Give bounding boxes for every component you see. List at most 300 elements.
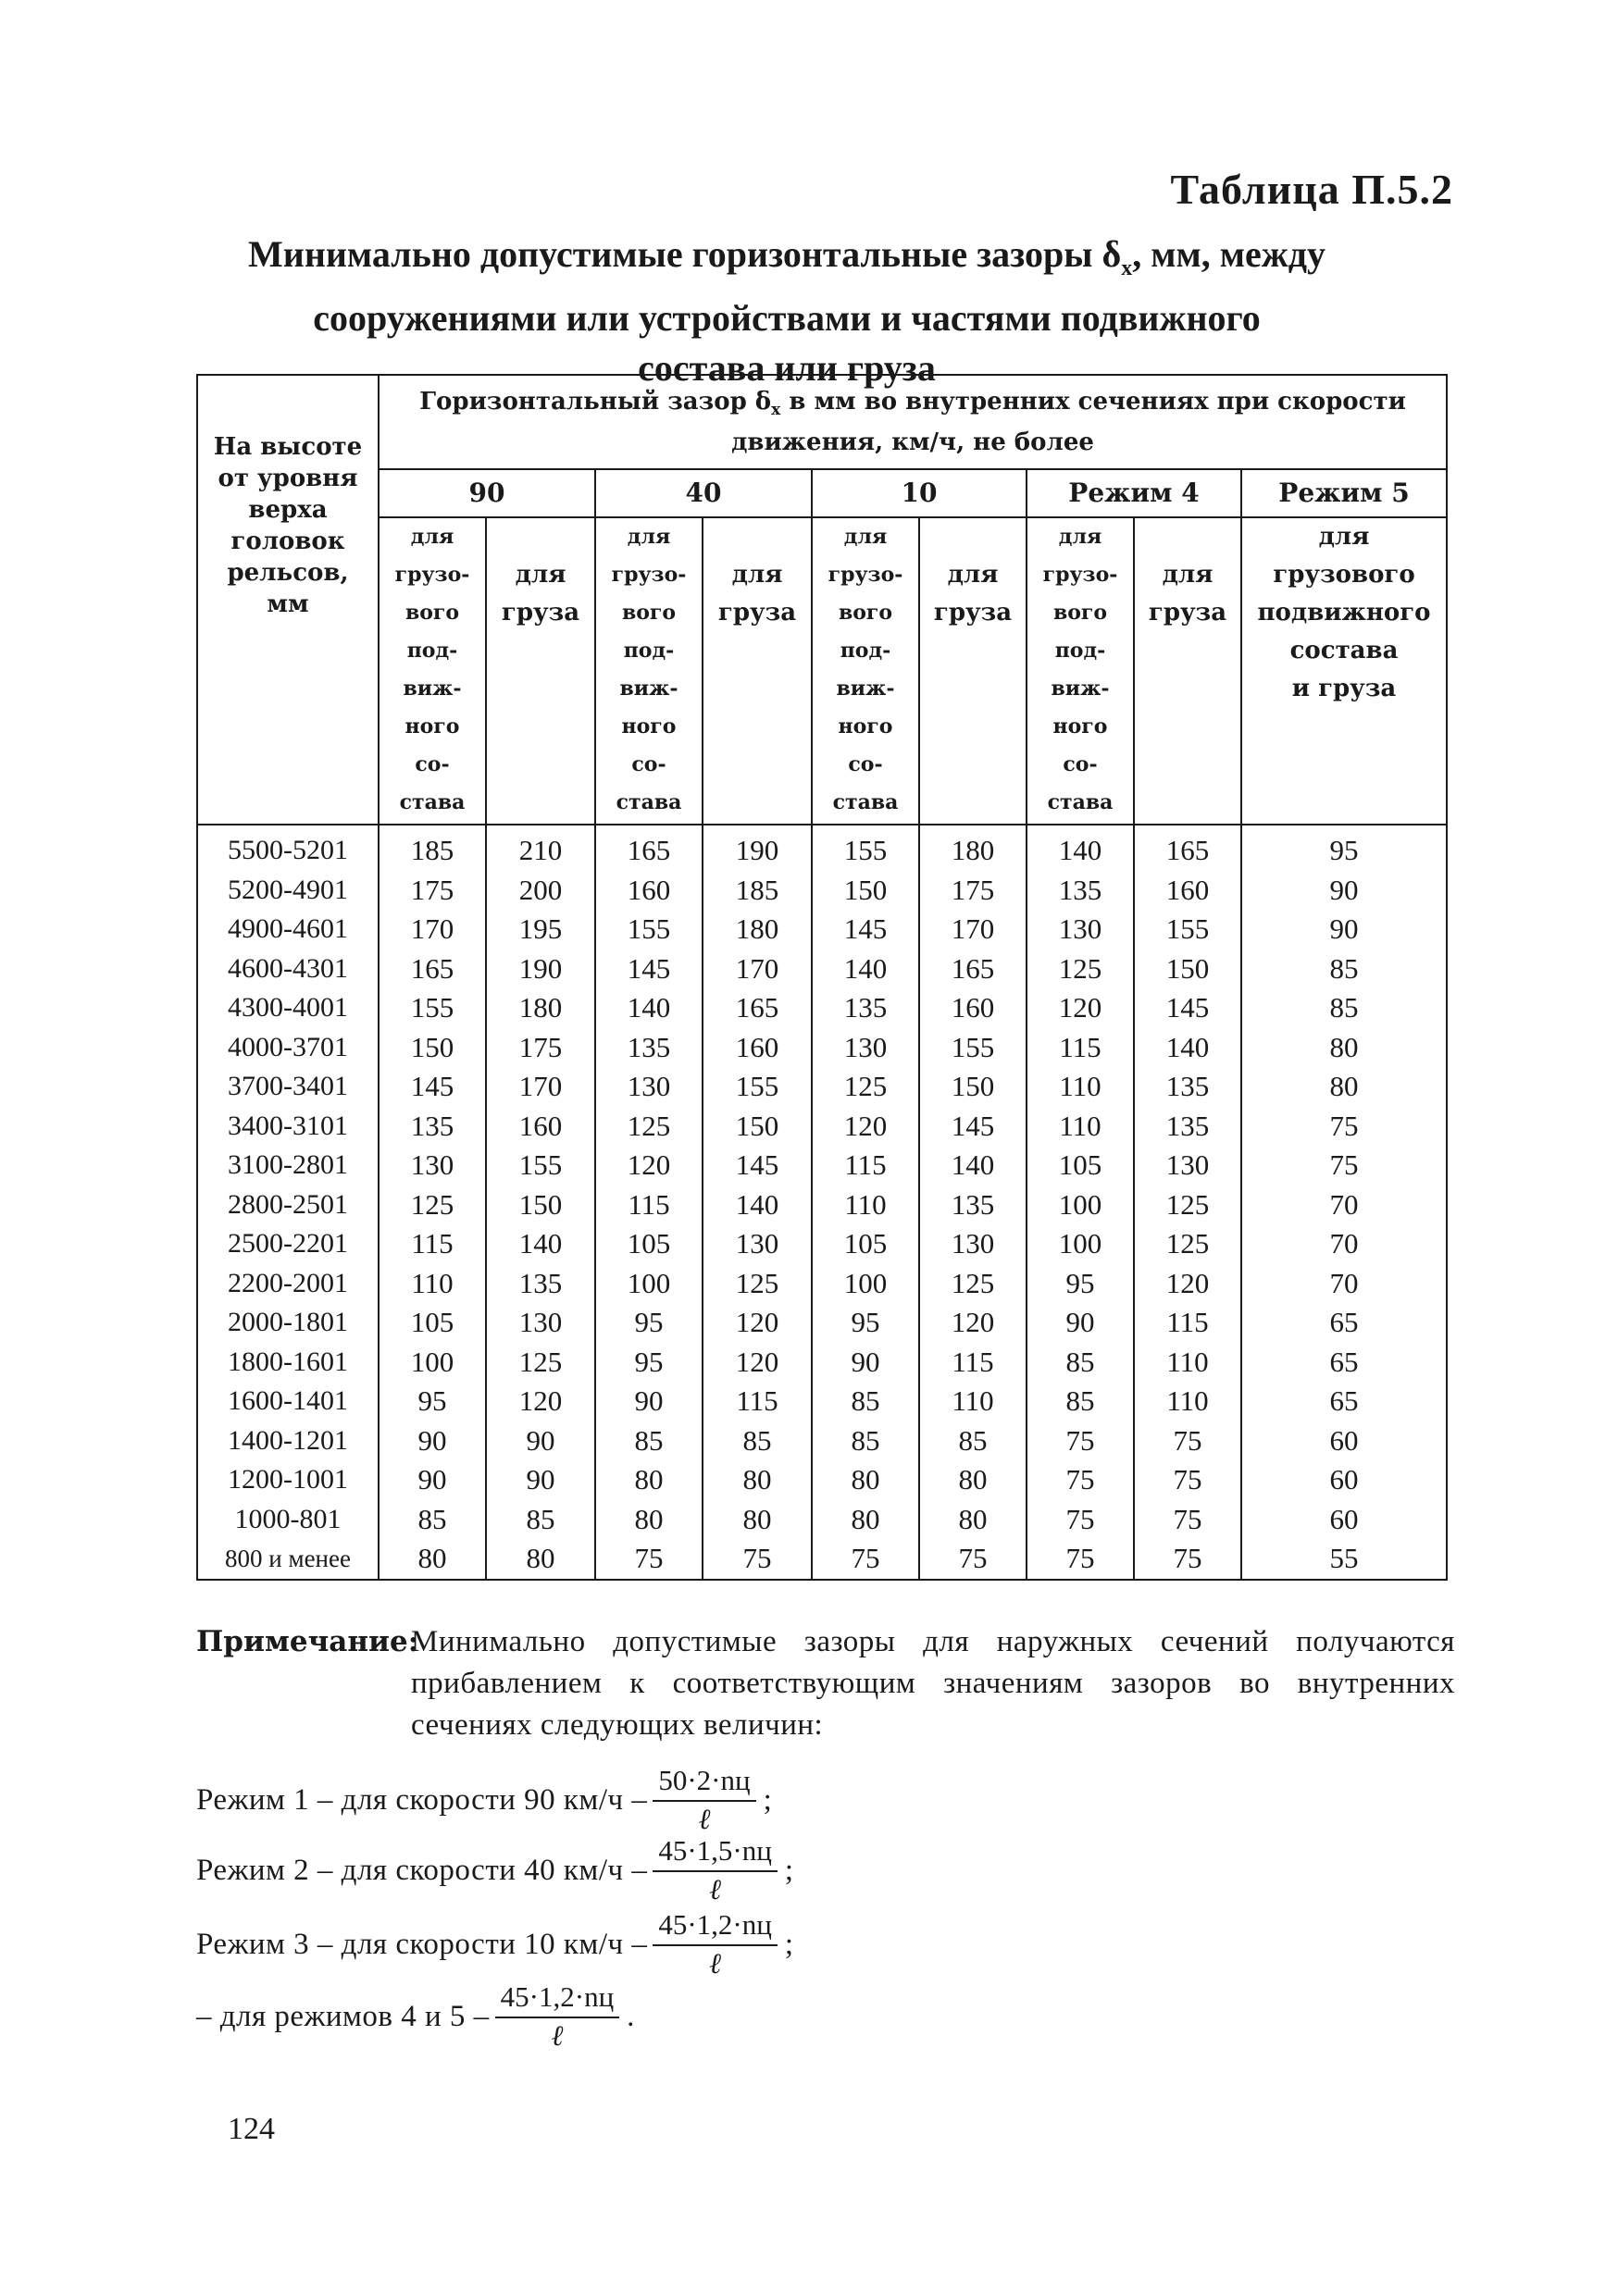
- cargo-subheader: [486, 517, 595, 825]
- clearance-cell: 100: [1027, 1224, 1134, 1264]
- height-range-cell: 2500-2201: [197, 1224, 379, 1264]
- clearance-cell: 85: [595, 1421, 703, 1461]
- formula-tail: .: [627, 1999, 635, 2033]
- clearance-cell: 55: [1241, 1539, 1447, 1580]
- clearance-cell: 95: [595, 1303, 703, 1343]
- clearance-cell: 90: [1027, 1303, 1134, 1343]
- clearance-cell: 190: [703, 825, 812, 871]
- clearance-cell: 65: [1241, 1382, 1447, 1421]
- clearance-cell: 70: [1241, 1224, 1447, 1264]
- clearance-cell: 120: [595, 1146, 703, 1185]
- subheader-word: для: [627, 525, 671, 549]
- clearance-cell: 80: [1241, 1028, 1447, 1068]
- formula-text: Режим 3 – для скорости 10 км/ч –: [196, 1927, 648, 1961]
- clearance-cell: 150: [812, 871, 919, 911]
- height-range-cell: 4600-4301: [197, 949, 379, 989]
- title-line-2: сооружениями или устройствами и частями подвижного: [313, 297, 1261, 339]
- clearance-cell: 155: [703, 1067, 812, 1107]
- table-row: [197, 1146, 1447, 1185]
- row-head-line: от уровня: [218, 465, 358, 492]
- mode5-subheader: [1241, 517, 1447, 825]
- subheader-word: под-: [406, 639, 458, 663]
- clearance-cell: 80: [919, 1460, 1027, 1500]
- clearance-cell: 110: [1134, 1343, 1241, 1383]
- clearance-cell: 95: [812, 1303, 919, 1343]
- clearance-cell: 125: [486, 1343, 595, 1383]
- clearance-cell: 145: [379, 1067, 486, 1107]
- subheader-word: грузо-: [611, 563, 687, 587]
- clearance-cell: 90: [379, 1421, 486, 1461]
- clearance-cell: 115: [595, 1185, 703, 1225]
- subheader-word: грузо-: [1042, 563, 1118, 587]
- subheader-word: става: [1047, 790, 1114, 814]
- subheader-word: ного: [838, 714, 893, 738]
- clearance-cell: 105: [595, 1224, 703, 1264]
- clearance-cell: 180: [486, 988, 595, 1028]
- formula-denominator: ℓ: [551, 2019, 564, 2052]
- subheader-word: для: [1058, 525, 1102, 549]
- formula-numerator: 45·1,2·nц: [653, 1907, 778, 1946]
- clearance-cell: 180: [919, 825, 1027, 871]
- table-note: [196, 1621, 1455, 1746]
- subheader-word: виж-: [403, 676, 462, 701]
- clearance-cell: 85: [919, 1421, 1027, 1461]
- formula-fraction: [653, 1907, 778, 1981]
- clearance-cell: 100: [379, 1343, 486, 1383]
- subheader-word: со-: [415, 752, 450, 776]
- clearance-cell: 90: [379, 1460, 486, 1500]
- subheader-word: под-: [840, 639, 891, 663]
- row-head-line: рельсов,: [227, 559, 349, 587]
- rolling-stock-subheader: [1027, 517, 1134, 825]
- clearance-cell: 170: [486, 1067, 595, 1107]
- clearance-cell: 90: [812, 1343, 919, 1383]
- clearance-cell: 210: [486, 825, 595, 871]
- clearance-cell: 75: [1027, 1421, 1134, 1461]
- subheader-word: подвижного: [1257, 599, 1431, 627]
- clearance-cell: 80: [812, 1500, 919, 1540]
- table-row: [197, 1460, 1447, 1500]
- clearance-cell: 75: [812, 1539, 919, 1580]
- clearance-cell: 80: [486, 1539, 595, 1580]
- clearance-cell: 145: [812, 910, 919, 949]
- clearance-cell: 200: [486, 871, 595, 911]
- clearance-cell: 125: [919, 1264, 1027, 1304]
- clearance-cell: 135: [486, 1264, 595, 1304]
- clearance-cell: 115: [1027, 1028, 1134, 1068]
- clearance-cell: 125: [703, 1264, 812, 1304]
- clearance-cell: 185: [703, 871, 812, 911]
- clearance-cell: 165: [703, 988, 812, 1028]
- clearance-cell: 150: [919, 1067, 1027, 1107]
- clearance-cell: 135: [919, 1185, 1027, 1225]
- height-range-cell: 2000-1801: [197, 1303, 379, 1343]
- formula-denominator: ℓ: [709, 1947, 722, 1980]
- subheader-word: ного: [404, 714, 460, 738]
- speed-10-header: 10: [812, 469, 1027, 517]
- row-head-line: мм: [267, 590, 309, 618]
- subheader-word: для: [515, 561, 566, 589]
- clearance-cell: 75: [1027, 1539, 1134, 1580]
- clearance-cell: 85: [703, 1421, 812, 1461]
- height-range-cell: 1200-1001: [197, 1460, 379, 1500]
- clearance-cell: 110: [379, 1264, 486, 1304]
- clearance-cell: 130: [595, 1067, 703, 1107]
- clearance-cell: 100: [1027, 1185, 1134, 1225]
- height-range-cell: 3700-3401: [197, 1067, 379, 1107]
- subheader-word: под-: [623, 639, 675, 663]
- clearance-cell: 140: [1134, 1028, 1241, 1068]
- table-row: [197, 1185, 1447, 1225]
- subheader-word: вого: [1052, 601, 1108, 625]
- subheader-word: виж-: [1051, 676, 1110, 701]
- clearance-cell: 60: [1241, 1460, 1447, 1500]
- subheader-word: для: [947, 561, 999, 589]
- formula-fraction: [653, 1833, 778, 1907]
- clearance-cell: 85: [1027, 1382, 1134, 1421]
- subheader-word: для: [731, 561, 783, 589]
- rolling-stock-subheader: [595, 517, 703, 825]
- clearance-cell: 75: [1027, 1460, 1134, 1500]
- clearance-cell: 110: [812, 1185, 919, 1225]
- table-number: Таблица П.5.2: [1170, 166, 1453, 213]
- height-range-cell: 800 и менее: [197, 1539, 379, 1580]
- formula-text: Режим 2 – для скорости 40 км/ч –: [196, 1853, 648, 1887]
- clearance-cell: 60: [1241, 1421, 1447, 1461]
- mode-5-header: Режим 5: [1241, 469, 1447, 517]
- clearance-cell: 175: [486, 1028, 595, 1068]
- formula-text: Режим 1 – для скорости 90 км/ч –: [196, 1782, 648, 1817]
- clearance-cell: 75: [1134, 1421, 1241, 1461]
- clearance-cell: 85: [1241, 988, 1447, 1028]
- table-row: [197, 1421, 1447, 1461]
- clearance-cell: 60: [1241, 1500, 1447, 1540]
- subheader-word: для: [1162, 561, 1214, 589]
- clearance-cell: 160: [595, 871, 703, 911]
- formula-text: – для режимов 4 и 5 –: [196, 1999, 490, 2033]
- clearance-cell: 140: [919, 1146, 1027, 1185]
- subheader-word: грузового: [1273, 561, 1415, 589]
- clearance-cell: 85: [486, 1500, 595, 1540]
- formula-mode-2: [196, 1829, 793, 1912]
- clearance-cell: 65: [1241, 1343, 1447, 1383]
- group-head-line-1: [380, 386, 1446, 426]
- table-row: [197, 1067, 1447, 1107]
- subheader-word: става: [616, 790, 682, 814]
- clearance-cell: 155: [812, 825, 919, 871]
- clearance-cell: 70: [1241, 1185, 1447, 1225]
- subheader-word: груза: [501, 599, 580, 627]
- clearance-cell: 145: [703, 1146, 812, 1185]
- subheader-word: состава: [1289, 637, 1399, 664]
- subheader-word: ного: [621, 714, 677, 738]
- subheader-word: под-: [1054, 639, 1106, 663]
- table-row: [197, 1303, 1447, 1343]
- clearance-cell: 75: [1241, 1146, 1447, 1185]
- clearance-cell: 75: [703, 1539, 812, 1580]
- clearance-cell: 135: [595, 1028, 703, 1068]
- cargo-subheader: [919, 517, 1027, 825]
- clearance-cell: 135: [379, 1107, 486, 1147]
- clearance-cell: 145: [919, 1107, 1027, 1147]
- clearance-group-header: [379, 375, 1447, 469]
- table-row: [197, 1500, 1447, 1540]
- clearance-cell: 130: [919, 1224, 1027, 1264]
- subheader-word: со-: [1063, 752, 1098, 776]
- clearance-cell: 125: [812, 1067, 919, 1107]
- table-header: [197, 375, 1447, 825]
- subheader-word: грузо-: [394, 563, 470, 587]
- subheader-word: для: [843, 525, 888, 549]
- formula-numerator: 45·1,5·nц: [653, 1833, 778, 1872]
- clearance-cell: 130: [379, 1146, 486, 1185]
- clearance-cell: 75: [1134, 1539, 1241, 1580]
- clearance-cell: 175: [379, 871, 486, 911]
- clearance-cell: 115: [379, 1224, 486, 1264]
- formula-modes-4-5: [196, 1975, 634, 2058]
- title-line-1-tail: , мм, между: [1132, 233, 1326, 275]
- clearance-cell: 95: [1241, 825, 1447, 871]
- height-range-cell: 2200-2001: [197, 1264, 379, 1304]
- subheader-word: виж-: [619, 676, 678, 701]
- formula-denominator: ℓ: [709, 1873, 722, 1905]
- clearance-cell: 80: [595, 1500, 703, 1540]
- formula-numerator: 50·2·nц: [653, 1763, 755, 1802]
- clearance-cell: 110: [919, 1382, 1027, 1421]
- clearance-cell: 70: [1241, 1264, 1447, 1304]
- clearance-cell: 185: [379, 825, 486, 871]
- clearance-cell: 75: [1134, 1460, 1241, 1500]
- subheader-word: вого: [838, 601, 893, 625]
- table-row: [197, 988, 1447, 1028]
- clearance-cell: 80: [812, 1460, 919, 1500]
- clearance-cell: 90: [486, 1421, 595, 1461]
- clearance-cell: 120: [1027, 988, 1134, 1028]
- clearance-cell: 90: [595, 1382, 703, 1421]
- table-row: [197, 1224, 1447, 1264]
- clearance-cell: 90: [1241, 910, 1447, 949]
- clearance-cell: 95: [595, 1343, 703, 1383]
- formula-numerator: 45·1,2·nц: [495, 1980, 620, 2018]
- clearance-cell: 130: [703, 1224, 812, 1264]
- subheader-word: виж-: [836, 676, 895, 701]
- clearance-cell: 75: [1027, 1500, 1134, 1540]
- clearance-cell: 165: [1134, 825, 1241, 871]
- clearance-cell: 155: [486, 1146, 595, 1185]
- table-row: [197, 910, 1447, 949]
- subheader-word: грузо-: [828, 563, 903, 587]
- clearance-cell: 125: [1027, 949, 1134, 989]
- page-number: 124: [228, 2112, 275, 2146]
- clearance-cell: 170: [379, 910, 486, 949]
- clearance-cell: 75: [1134, 1500, 1241, 1540]
- clearance-cell: 90: [486, 1460, 595, 1500]
- clearance-cell: 75: [1241, 1107, 1447, 1147]
- clearance-cell: 130: [486, 1303, 595, 1343]
- clearance-cell: 105: [1027, 1146, 1134, 1185]
- clearance-cell: 120: [919, 1303, 1027, 1343]
- clearance-cell: 160: [703, 1028, 812, 1068]
- subheader-word: става: [399, 790, 466, 814]
- group-head-text: Горизонтальный зазор δ: [419, 388, 772, 416]
- table-row: [197, 1382, 1447, 1421]
- clearance-cell: 120: [703, 1343, 812, 1383]
- clearance-cell: 115: [703, 1382, 812, 1421]
- clearance-cell: 125: [1134, 1185, 1241, 1225]
- speed-40-header: 40: [595, 469, 812, 517]
- clearance-cell: 150: [486, 1185, 595, 1225]
- clearance-cell: 75: [919, 1539, 1027, 1580]
- clearance-cell: 140: [703, 1185, 812, 1225]
- clearance-cell: 85: [812, 1382, 919, 1421]
- clearance-cell: 155: [595, 910, 703, 949]
- clearance-cell: 105: [379, 1303, 486, 1343]
- height-range-cell: 3100-2801: [197, 1146, 379, 1185]
- clearance-cell: 170: [919, 910, 1027, 949]
- clearance-cell: 115: [812, 1146, 919, 1185]
- clearance-cell: 150: [379, 1028, 486, 1068]
- formula-mode-3: [196, 1903, 793, 1986]
- clearance-cell: 75: [595, 1539, 703, 1580]
- clearance-cell: 120: [1134, 1264, 1241, 1304]
- height-range-cell: 2800-2501: [197, 1185, 379, 1225]
- height-range-cell: 4300-4001: [197, 988, 379, 1028]
- subheader-word: для: [410, 525, 454, 549]
- clearance-cell: 115: [1134, 1303, 1241, 1343]
- table-title: [148, 230, 1425, 393]
- clearance-cell: 100: [595, 1264, 703, 1304]
- subheader-word: вого: [404, 601, 460, 625]
- clearance-cell: 180: [703, 910, 812, 949]
- table-row: [197, 871, 1447, 911]
- table-row: [197, 1028, 1447, 1068]
- table-row: [197, 1107, 1447, 1147]
- clearance-cell: 85: [1241, 949, 1447, 989]
- subheader-word: для: [1318, 523, 1370, 551]
- clearance-cell: 125: [595, 1107, 703, 1147]
- subheader-word: ного: [1052, 714, 1108, 738]
- formula-tail: ;: [763, 1782, 772, 1817]
- clearance-cell: 80: [919, 1500, 1027, 1540]
- title-line-1: [148, 230, 1425, 293]
- clearance-cell: 80: [1241, 1067, 1447, 1107]
- height-column-header: [197, 375, 379, 825]
- clearance-cell: 110: [1027, 1107, 1134, 1147]
- height-range-cell: 1800-1601: [197, 1343, 379, 1383]
- table-row: [197, 825, 1447, 871]
- clearance-cell: 95: [1027, 1264, 1134, 1304]
- clearance-cell: 145: [595, 949, 703, 989]
- clearance-cell: 150: [703, 1107, 812, 1147]
- speed-90-header: 90: [379, 469, 595, 517]
- clearance-cell: 155: [919, 1028, 1027, 1068]
- cargo-subheader: [1134, 517, 1241, 825]
- clearance-cell: 135: [812, 988, 919, 1028]
- clearance-cell: 190: [486, 949, 595, 989]
- formula-tail: ;: [784, 1927, 794, 1961]
- clearance-cell: 85: [379, 1500, 486, 1540]
- clearance-cell: 135: [1027, 871, 1134, 911]
- group-head-tail: в мм во внутренних сечениях при скорости: [780, 388, 1406, 416]
- clearance-cell: 85: [812, 1421, 919, 1461]
- clearance-cell: 85: [1027, 1343, 1134, 1383]
- row-head-line: верха: [248, 496, 328, 524]
- clearance-cell: 165: [379, 949, 486, 989]
- subheader-word: вого: [621, 601, 677, 625]
- title-line-3: состава или груза: [638, 347, 936, 389]
- formula-fraction: [495, 1980, 620, 2054]
- formula-tail: ;: [784, 1853, 794, 1887]
- clearance-cell: 135: [1134, 1107, 1241, 1147]
- clearance-cell: 80: [703, 1460, 812, 1500]
- clearance-cell: 90: [1241, 871, 1447, 911]
- height-range-cell: 5200-4901: [197, 871, 379, 911]
- formula-fraction: [653, 1763, 755, 1837]
- mode-4-header: Режим 4: [1027, 469, 1241, 517]
- height-range-cell: 5500-5201: [197, 825, 379, 871]
- clearance-cell: 95: [379, 1382, 486, 1421]
- clearance-cell: 80: [703, 1500, 812, 1540]
- clearance-cell: 125: [1134, 1224, 1241, 1264]
- table-row: [197, 1539, 1447, 1580]
- clearance-cell: 165: [919, 949, 1027, 989]
- formula-denominator: ℓ: [698, 1803, 711, 1835]
- clearance-cell: 140: [595, 988, 703, 1028]
- table-row: [197, 1343, 1447, 1383]
- clearance-cell: 155: [379, 988, 486, 1028]
- clearance-cell: 130: [1134, 1146, 1241, 1185]
- clearance-cell: 140: [1027, 825, 1134, 871]
- table-row: [197, 1264, 1447, 1304]
- note-text: Минимально допустимые зазоры для наружных сечений получаются прибавлением к соответствующим значениям зазоров во внутренних сечениях следующих величин:: [411, 1625, 1455, 1742]
- clearance-cell: 100: [812, 1264, 919, 1304]
- clearance-cell: 155: [1134, 910, 1241, 949]
- subheader-word: става: [832, 790, 899, 814]
- subheader-word: со-: [848, 752, 883, 776]
- clearance-cell: 65: [1241, 1303, 1447, 1343]
- subheader-word: груза: [1148, 599, 1227, 627]
- clearance-cell: 125: [379, 1185, 486, 1225]
- height-range-cell: 4000-3701: [197, 1028, 379, 1068]
- cargo-subheader: [703, 517, 812, 825]
- clearance-cell: 140: [486, 1224, 595, 1264]
- subheader-word: со-: [631, 752, 666, 776]
- subheader-word: груза: [717, 599, 797, 627]
- clearance-cell: 195: [486, 910, 595, 949]
- group-head-subscript: x: [771, 401, 781, 420]
- title-line-1-text: Минимально допустимые горизонтальные зазоры δ: [248, 233, 1122, 275]
- rolling-stock-subheader: [812, 517, 919, 825]
- clearance-cell: 110: [1027, 1067, 1134, 1107]
- clearance-cell: 160: [486, 1107, 595, 1147]
- clearance-cell: 160: [1134, 871, 1241, 911]
- clearance-cell: 130: [1027, 910, 1134, 949]
- clearance-cell: 145: [1134, 988, 1241, 1028]
- clearance-cell: 80: [595, 1460, 703, 1500]
- clearance-cell: 130: [812, 1028, 919, 1068]
- clearance-cell: 140: [812, 949, 919, 989]
- height-range-cell: 3400-3101: [197, 1107, 379, 1147]
- height-range-cell: 1400-1201: [197, 1421, 379, 1461]
- clearance-cell: 110: [1134, 1382, 1241, 1421]
- row-head-line: На высоте: [213, 433, 363, 461]
- clearance-cell: 150: [1134, 949, 1241, 989]
- group-head-line-2: движения, км/ч, не более: [731, 428, 1094, 456]
- clearance-cell: 105: [812, 1224, 919, 1264]
- clearance-cell: 170: [703, 949, 812, 989]
- rolling-stock-subheader: [379, 517, 486, 825]
- clearance-cell: 135: [1134, 1067, 1241, 1107]
